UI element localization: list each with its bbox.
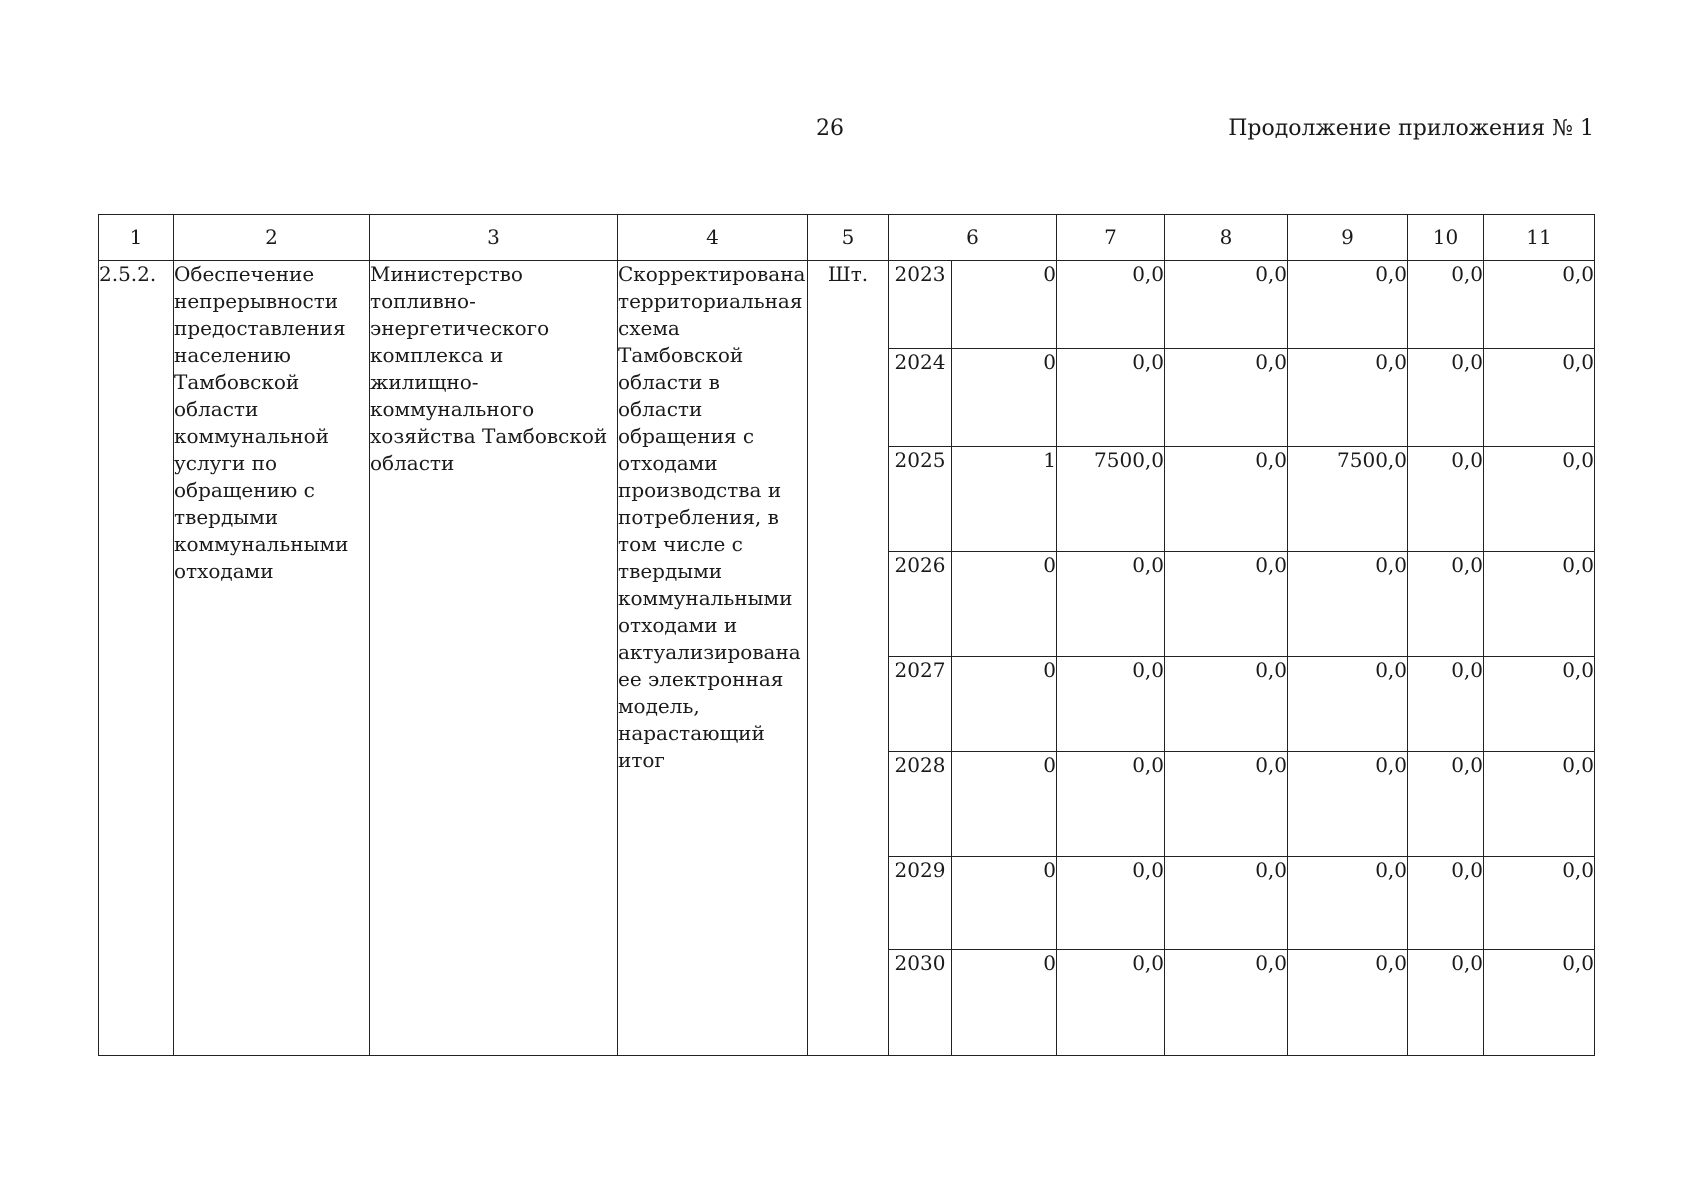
indicator-value: 1: [952, 447, 1057, 552]
amount-cell: 0,0: [1165, 261, 1288, 349]
column-header: 11: [1484, 215, 1595, 261]
amount-cell: 0,0: [1408, 349, 1484, 447]
amount-cell: 0,0: [1057, 950, 1165, 1056]
indicator-value: 0: [952, 349, 1057, 447]
year-cell: 2028: [889, 752, 952, 857]
amount-cell: 0,0: [1484, 657, 1595, 752]
year-cell: 2026: [889, 552, 952, 657]
amount-cell: 0,0: [1484, 261, 1595, 349]
amount-cell: 0,0: [1165, 447, 1288, 552]
column-header: 10: [1408, 215, 1484, 261]
amount-cell: 0,0: [1408, 552, 1484, 657]
amount-cell: 0,0: [1288, 752, 1408, 857]
amount-cell: 0,0: [1165, 857, 1288, 950]
amount-cell: 0,0: [1408, 857, 1484, 950]
amount-cell: 0,0: [1288, 261, 1408, 349]
amount-cell: 7500,0: [1057, 447, 1165, 552]
amount-cell: 0,0: [1165, 752, 1288, 857]
indicator-value: 0: [952, 552, 1057, 657]
amount-cell: 0,0: [1057, 752, 1165, 857]
amount-cell: 0,0: [1165, 950, 1288, 1056]
amount-cell: 0,0: [1288, 950, 1408, 1056]
column-number-row: [99, 215, 1595, 261]
column-header: 9: [1288, 215, 1408, 261]
amount-cell: 0,0: [1484, 552, 1595, 657]
column-header: 1: [99, 215, 174, 261]
table-row: [99, 261, 1595, 349]
column-header: 4: [618, 215, 808, 261]
continuation-label: Продолжение приложения № 1: [1228, 116, 1594, 141]
amount-cell: 0,0: [1057, 552, 1165, 657]
indicator-value: 0: [952, 261, 1057, 349]
amount-cell: 0,0: [1484, 447, 1595, 552]
column-header: 7: [1057, 215, 1165, 261]
amount-cell: 0,0: [1484, 950, 1595, 1056]
amount-cell: 0,0: [1057, 349, 1165, 447]
amount-cell: 0,0: [1408, 447, 1484, 552]
amount-cell: 0,0: [1484, 752, 1595, 857]
amount-cell: 0,0: [1408, 950, 1484, 1056]
amount-cell: 7500,0: [1288, 447, 1408, 552]
amount-cell: 0,0: [1408, 657, 1484, 752]
amount-cell: 0,0: [1057, 857, 1165, 950]
year-cell: 2025: [889, 447, 952, 552]
page-number: 26: [816, 116, 844, 141]
indicator-value: 0: [952, 950, 1057, 1056]
executor: Министерство топливно-энергетического комплекса и жилищно-коммунального хозяйства Тамбовской области: [370, 261, 618, 1056]
indicator-value: 0: [952, 752, 1057, 857]
column-header: 3: [370, 215, 618, 261]
year-cell: 2030: [889, 950, 952, 1056]
amount-cell: 0,0: [1408, 261, 1484, 349]
amount-cell: 0,0: [1057, 261, 1165, 349]
result-description: Скорректирована территориальная схема Тамбовской области в области обращения с отходами производства и потребления, в том числе с твердыми коммунальными отходами и актуализирована ее электронная модель, нарастающий итог: [618, 261, 808, 1056]
column-header: 2: [174, 215, 370, 261]
measure-description: Обеспечение непрерывности предоставления населению Тамбовской области коммунальной услуги по обращению с твердыми коммунальными отходами: [174, 261, 370, 1056]
indicator-value: 0: [952, 657, 1057, 752]
amount-cell: 0,0: [1288, 857, 1408, 950]
amount-cell: 0,0: [1288, 657, 1408, 752]
amount-cell: 0,0: [1408, 752, 1484, 857]
column-header: 8: [1165, 215, 1288, 261]
amount-cell: 0,0: [1165, 349, 1288, 447]
amount-cell: 0,0: [1288, 552, 1408, 657]
amount-cell: 0,0: [1165, 552, 1288, 657]
program-table: [98, 214, 1595, 1056]
unit-of-measure: Шт.: [808, 261, 889, 1056]
year-cell: 2024: [889, 349, 952, 447]
year-cell: 2027: [889, 657, 952, 752]
year-cell: 2023: [889, 261, 952, 349]
year-cell: 2029: [889, 857, 952, 950]
amount-cell: 0,0: [1288, 349, 1408, 447]
indicator-value: 0: [952, 857, 1057, 950]
row-number: 2.5.2.: [99, 261, 174, 1056]
amount-cell: 0,0: [1057, 657, 1165, 752]
amount-cell: 0,0: [1484, 349, 1595, 447]
amount-cell: 0,0: [1165, 657, 1288, 752]
column-header: 6: [889, 215, 1057, 261]
amount-cell: 0,0: [1484, 857, 1595, 950]
column-header: 5: [808, 215, 889, 261]
